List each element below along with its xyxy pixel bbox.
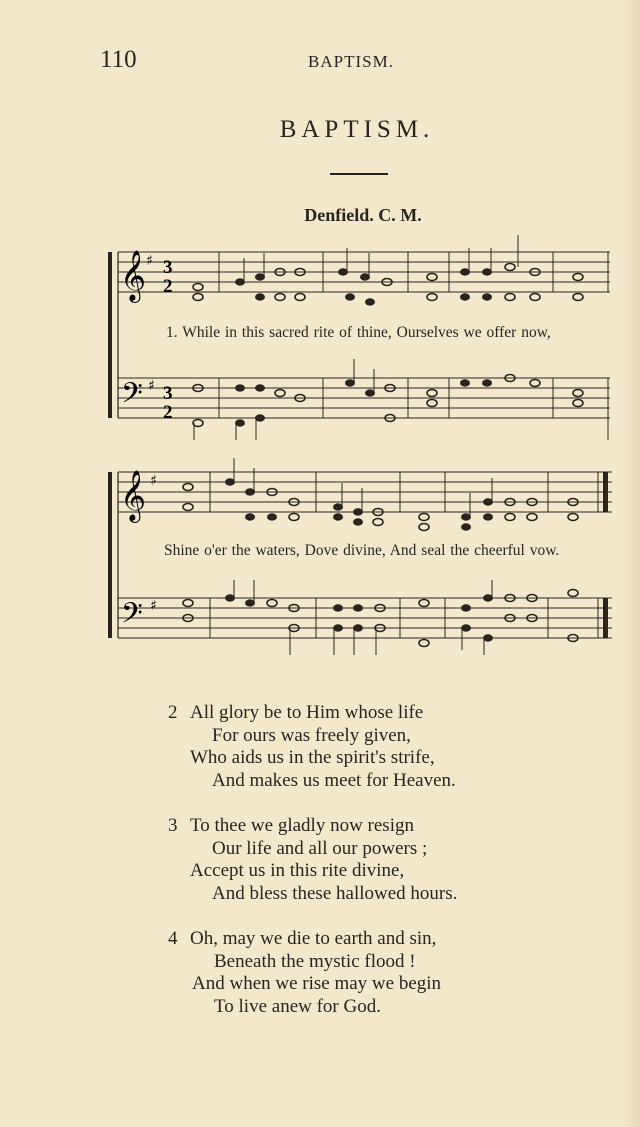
stanza-line: Accept us in this rite divine, — [190, 860, 405, 881]
stanza-number: 4 — [168, 928, 178, 949]
bass-clef-icon: 𝄢 — [121, 597, 143, 637]
stanza-line: To live anew for God. — [214, 995, 381, 1017]
time-signature-bottom: 2 — [163, 276, 173, 297]
page-title: BAPTISM. — [279, 116, 435, 143]
lyric-line-2: Shine o'er the waters, Dove divine, And seal the cheerful vow. — [164, 542, 560, 559]
system-1-notes — [193, 264, 583, 427]
time-signature-bottom: 2 — [163, 402, 173, 423]
time-signature-top: 3 — [163, 383, 173, 404]
final-barline — [603, 598, 608, 638]
sharp-icon: ♯ — [146, 253, 153, 269]
stanza-line: Our life and all our powers ; — [212, 837, 428, 859]
final-barline — [603, 472, 608, 512]
stanza-line: Beneath the mystic flood ! — [214, 950, 416, 972]
stanza-line — [168, 928, 441, 951]
sharp-icon: ♯ — [148, 378, 155, 394]
stanza-number: 2 — [168, 702, 178, 723]
stanza-line: And makes us meet for Heaven. — [212, 769, 456, 791]
stanza-text: All glory be to Him whose life — [190, 702, 424, 723]
time-signature-top: 3 — [163, 257, 173, 278]
sharp-icon: ♯ — [150, 598, 157, 614]
stanza-text: Oh, may we die to earth and sin, — [190, 928, 437, 949]
treble-clef-icon: 𝄞 — [120, 470, 147, 521]
system-2-notes — [183, 479, 578, 647]
tune-name: Denfield. C. M. — [304, 205, 422, 225]
stanza-text: To thee we gladly now resign — [190, 815, 414, 836]
stanza-line — [168, 702, 456, 725]
sharp-icon: ♯ — [150, 473, 157, 489]
stanza-2 — [168, 702, 456, 792]
stanza-line: And when we rise may we begin — [192, 973, 442, 994]
stanza-line: And bless these hallowed hours. — [212, 882, 458, 904]
stanza-4 — [168, 928, 441, 1018]
stanza-line: For ours was freely given, — [212, 724, 411, 746]
staff-1-bass — [118, 378, 610, 418]
stanza-3 — [168, 815, 457, 905]
treble-clef-icon: 𝄞 — [120, 250, 147, 301]
stanza-number: 3 — [168, 815, 178, 836]
running-title: BAPTISM. — [308, 52, 394, 71]
bass-clef-icon: 𝄢 — [121, 377, 143, 417]
stanza-line — [168, 815, 457, 838]
staff-1-treble — [118, 252, 610, 292]
lyric-line-1: 1. While in this sacred rite of thine, Ourselves we offer now, — [166, 324, 551, 341]
page-number: 110 — [100, 46, 137, 73]
stanza-line: Who aids us in the spirit's strife, — [190, 747, 435, 768]
